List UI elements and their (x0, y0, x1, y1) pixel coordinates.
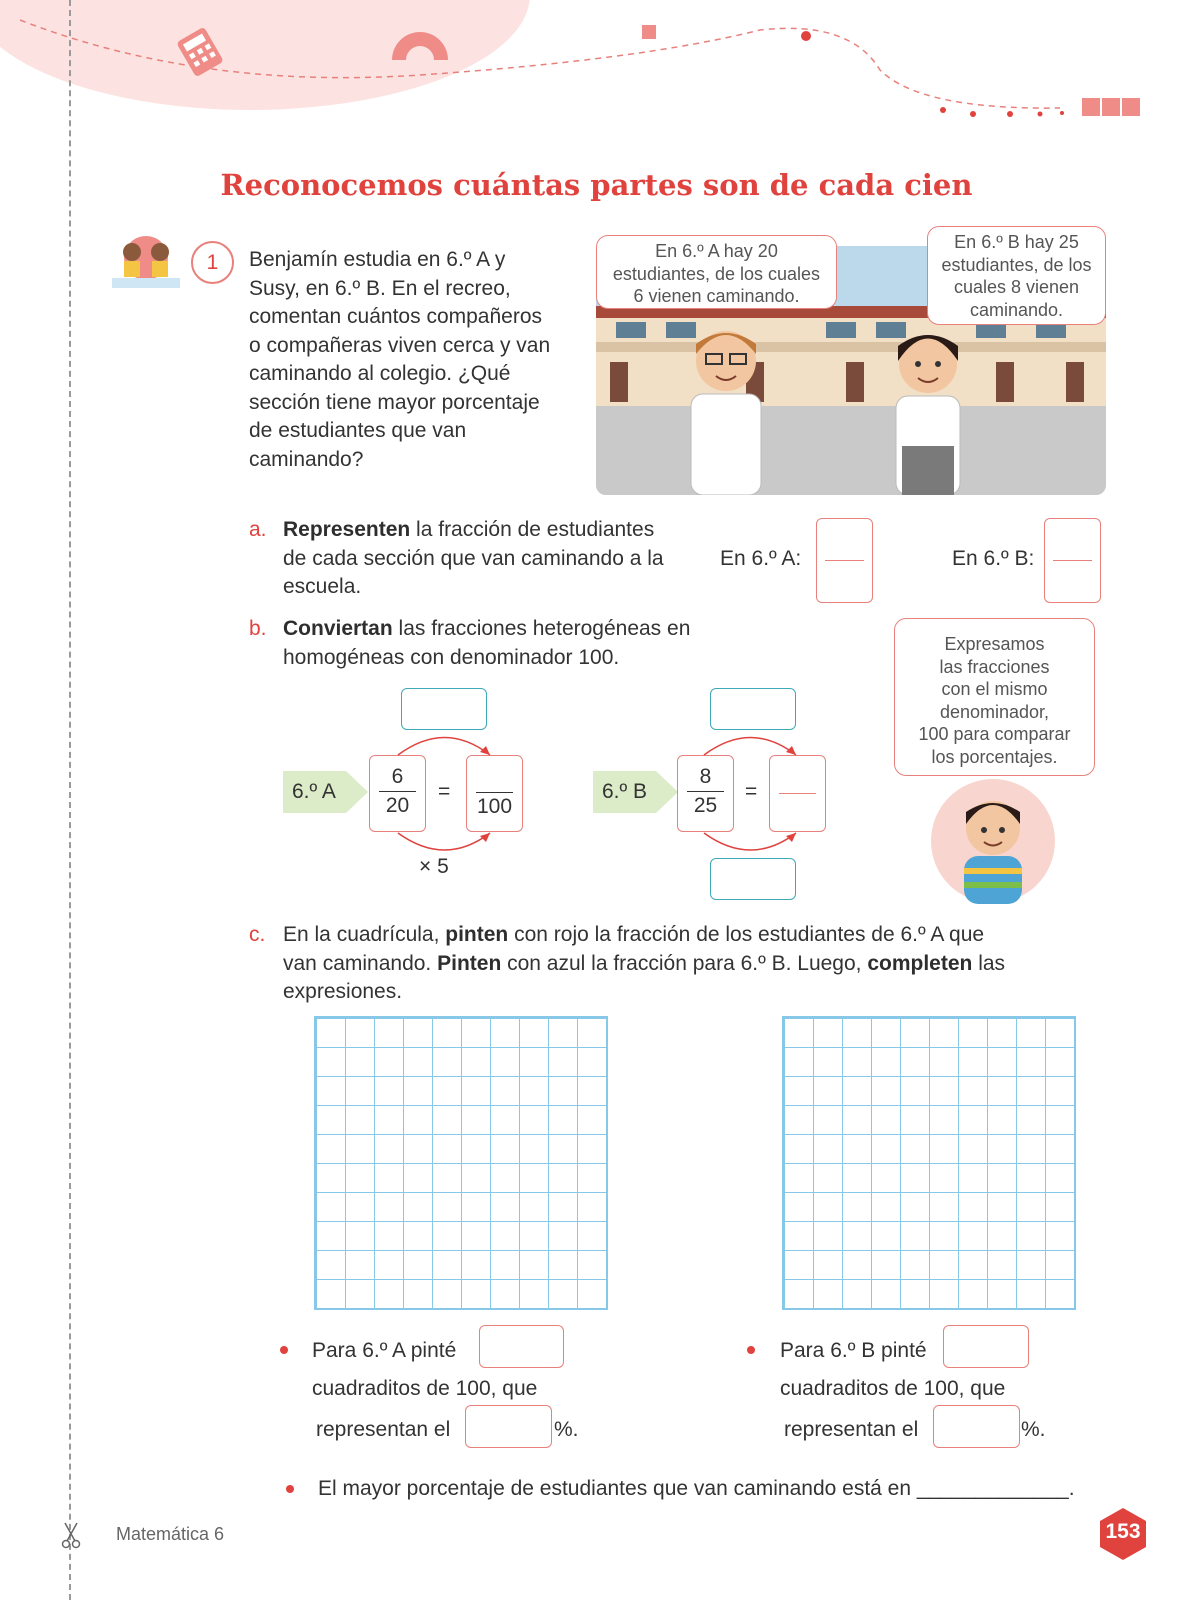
part-c-verb: completen (867, 951, 973, 975)
bullet (280, 1346, 288, 1354)
cube-icon (642, 25, 656, 39)
part-a-letter: a. (249, 518, 267, 541)
denominator: 25 (693, 794, 718, 817)
part-a-instructions (249, 516, 719, 602)
percent-sign: %. (554, 1418, 579, 1441)
hundred-grid-6a[interactable] (314, 1016, 608, 1310)
expression-6a-line3: representan el (316, 1418, 451, 1441)
dot-icon (801, 31, 811, 41)
multiplier-label: × 5 (419, 855, 449, 878)
final-statement (318, 1475, 1075, 1504)
part-b-text: las fracciones heterogéneas en (392, 617, 691, 640)
part-a-verb: Representen (283, 518, 411, 541)
part-b-text: homogéneas con denominador 100. (283, 645, 620, 669)
speech-bubble-benjamin (596, 235, 837, 309)
part-c-text: van caminando. (283, 951, 438, 975)
percent-input-6a[interactable] (465, 1405, 552, 1448)
squares-input-6a[interactable] (479, 1325, 564, 1368)
speech-bubble-susy (927, 226, 1106, 325)
fraction-answer-6a[interactable] (816, 518, 873, 603)
part-b-verb: Conviertan (283, 617, 393, 640)
bubble-line: cuales 8 vienen (953, 277, 1080, 297)
equals-sign: = (745, 780, 758, 803)
denominator: 20 (385, 794, 410, 817)
girl-character (896, 335, 960, 495)
part-c-verb: Pinten (437, 951, 502, 975)
numerator: 6 (391, 765, 404, 788)
expression-6b-line2: cuadraditos de 100, que (780, 1377, 1006, 1400)
scissors-icon (60, 1521, 82, 1549)
label-6a: En 6.º A: (720, 547, 802, 570)
part-c-letter: c. (249, 923, 266, 946)
bullet (747, 1346, 755, 1354)
part-c-text: En la cuadrícula, (283, 923, 446, 946)
problem-number: 1 (191, 241, 234, 284)
part-b-instructions (249, 615, 769, 672)
tip-line: Expresamos (944, 634, 1045, 654)
hundred-grid-6b[interactable] (782, 1016, 1076, 1310)
tip-line: las fracciones (939, 656, 1050, 677)
section-tag-6a: 6.º A (283, 771, 346, 813)
part-c-text: expresiones. (283, 980, 403, 1003)
tip-bubble (894, 618, 1095, 776)
tip-line: 100 para comparar (918, 724, 1071, 744)
bubble-line: En 6.º A hay 20 (655, 241, 778, 261)
bubble-line: En 6.º B hay 25 (954, 232, 1079, 252)
page-title: Reconocemos cuántas partes son de cada cien (220, 168, 973, 202)
statement-line: caminando al colegio. ¿Qué (249, 362, 511, 385)
part-c-instructions (249, 921, 1099, 1007)
percent-input-6b[interactable] (933, 1405, 1020, 1448)
statement-line: de estudiantes que van (249, 419, 467, 442)
multiplier-input-top-6a[interactable] (401, 688, 487, 730)
problem-statement (249, 246, 589, 474)
students-icon (106, 228, 186, 294)
part-a-text: la fracción de estudiantes (410, 518, 655, 541)
part-a-text: de cada sección que van caminando a la (283, 546, 664, 570)
bubble-line: estudiantes, de los (941, 254, 1092, 275)
final-text: El mayor porcentaje de estudiantes que van caminando está en (318, 1477, 912, 1500)
expression-6a-line1: Para 6.º A pinté (312, 1339, 457, 1362)
expression-6a-line2: cuadraditos de 100, que (312, 1377, 538, 1400)
tip-line: con el mismo (941, 679, 1048, 699)
part-c-verb: pinten (445, 923, 509, 946)
part-a-text: escuela. (283, 575, 362, 598)
boy-character (691, 331, 761, 495)
bubble-line: estudiantes, de los cuales (612, 263, 821, 284)
multiplier-input-bottom-6b[interactable] (710, 858, 796, 900)
conversion-arrows-6b (686, 725, 816, 855)
cubes-icon (1082, 98, 1140, 116)
final-answer-blank[interactable]: _____________. (916, 1477, 1075, 1500)
fraction-bar (1053, 560, 1092, 561)
tip-line: denominador, (939, 701, 1050, 722)
fraction-answer-6b[interactable] (1044, 518, 1101, 603)
part-b-letter: b. (249, 617, 267, 640)
section-tag-6b: 6.º B (593, 771, 656, 813)
tip-line: los porcentajes. (931, 746, 1058, 767)
equals-sign: = (438, 780, 451, 803)
statement-line: caminando? (249, 447, 364, 471)
conversion-arrows-6a (380, 725, 510, 855)
denominator: 100 (476, 795, 513, 818)
statement-line: Benjamín estudia en 6.º A y (249, 248, 506, 271)
footer-book-title: Matemática 6 (116, 1524, 225, 1544)
squares-input-6b[interactable] (943, 1325, 1029, 1368)
bubble-line: caminando. (969, 299, 1064, 320)
multiplier-input-top-6b[interactable] (710, 688, 796, 730)
child-character (928, 776, 1058, 906)
page-number: 153 (1105, 1520, 1141, 1543)
statement-line: Susy, en 6.º B. En el recreo, (249, 276, 511, 300)
bubble-line: 6 vienen caminando. (633, 286, 800, 306)
statement-line: comentan cuántos compañeros (249, 305, 543, 328)
part-c-text: con rojo la fracción de los estudiantes de 6.º A que (508, 923, 985, 946)
percent-sign: %. (1021, 1418, 1046, 1441)
statement-line: sección tiene mayor porcentaje (249, 390, 540, 414)
expression-6b-line1: Para 6.º B pinté (780, 1339, 927, 1362)
statement-line: o compañeras viven cerca y van (249, 333, 551, 357)
expression-6b-line3: representan el (784, 1418, 919, 1441)
part-c-text: con azul la fracción para 6.º B. Luego, (501, 951, 868, 975)
protractor-icon (392, 32, 448, 60)
cut-line (69, 0, 71, 1600)
label-6b: En 6.º B: (952, 547, 1035, 570)
bullet (286, 1485, 294, 1493)
part-c-text: las (972, 951, 1006, 975)
fraction-bar (825, 560, 864, 561)
header-decoration-path (0, 0, 1193, 140)
numerator: 8 (699, 765, 712, 788)
